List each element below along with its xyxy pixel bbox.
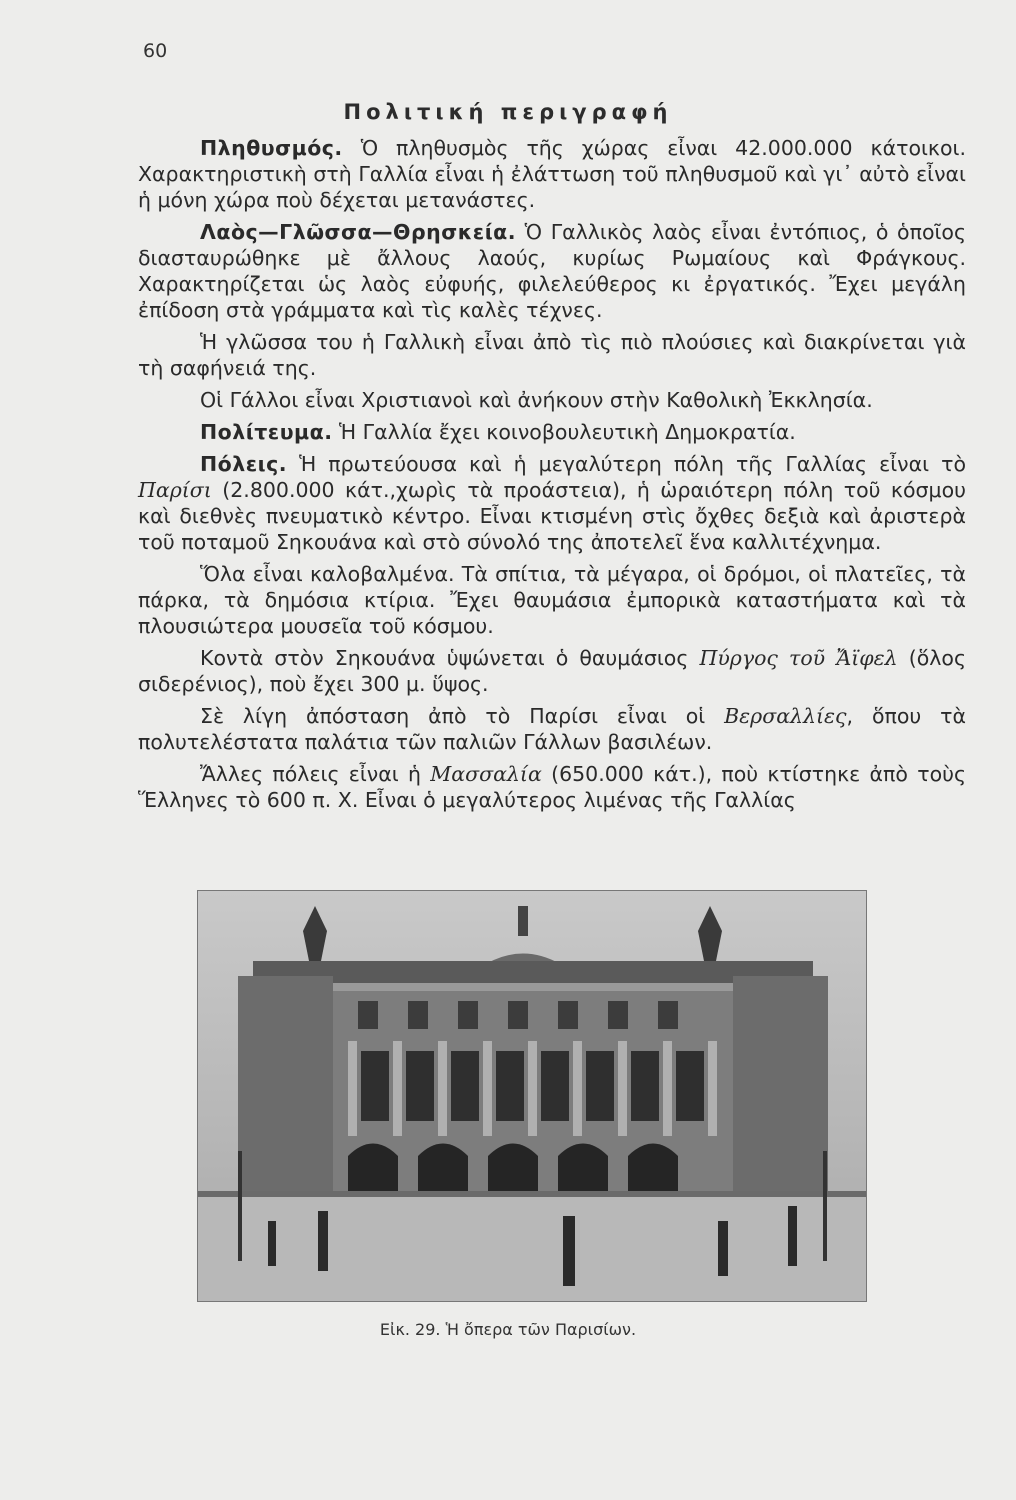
paragraph-text: (ὅλος σιδερένιος), ποὺ ἔχει 300 μ. ὕψος.: [138, 646, 966, 696]
paragraph-heading: Πληθυσμός.: [200, 136, 343, 160]
paragraph-people-language-religion: [138, 219, 966, 323]
paragraph-italic: Πύργος τοῦ Ἄϊφελ: [699, 646, 898, 670]
paragraph-italic: Βερσαλλίες: [724, 704, 847, 728]
paragraph-eiffel: [138, 645, 966, 697]
opera-photo: [197, 890, 867, 1302]
paragraph-text: Ἡ Γαλλία ἔχει κοινοβουλευτικὴ Δημοκρατία.: [332, 420, 796, 444]
paragraph-language: [138, 329, 966, 381]
paragraph-text: Οἱ Γάλλοι εἶναι Χριστιανοὶ καὶ ἀνήκουν στὴν Καθολικὴ Ἐκκλησία.: [200, 388, 873, 412]
paragraph-text: (650.000 κάτ.), ποὺ κτίστηκε ἀπὸ τοὺς Ἕλληνες τὸ 600 π. Χ. Εἶναι ὁ μεγαλύτερος λιμένας τῆς Γαλλίας: [138, 762, 966, 812]
paragraph-versailles: [138, 703, 966, 755]
opera-building-illustration: [198, 891, 866, 1301]
body-text: [138, 135, 966, 819]
paragraph-text: Ὁ πληθυσμὸς τῆς χώρας εἶναι 42.000.000 κάτοικοι. Χαρακτηριστικὴ στὴ Γαλλία εἶναι ἡ ἐλάττωση τοῦ πληθυσμοῦ καὶ γι᾽ αὐτὸ εἶναι ἡ μόνη χώρα ποὺ δέχεται μετανάστες.: [138, 136, 966, 212]
paragraph-heading: Πόλεις.: [200, 452, 288, 476]
paragraph-text: Ἄλλες πόλεις εἶναι ἡ: [200, 762, 431, 786]
section-title: Πολιτική περιγραφή: [343, 100, 673, 124]
paragraph-text: Ἡ πρωτεύουσα καὶ ἡ μεγαλύτερη πόλη τῆς Γαλλίας εἶναι τὸ: [287, 452, 966, 476]
paragraph-text: Ὅλα εἶναι καλοβαλμένα. Τὰ σπίτια, τὰ μέγαρα, οἱ δρόμοι, οἱ πλατεῖες, τὰ πάρκα, τὰ δημόσια κτίρια. Ἔχει θαυμάσια ἐμπορικὰ καταστήματα καὶ τὰ πλουσιώτερα μουσεῖα τοῦ κόσμου.: [138, 562, 966, 638]
paragraph-marseille: [138, 761, 966, 813]
figure-caption: Εἰκ. 29. Ἡ ὄπερα τῶν Παρισίων.: [379, 1320, 637, 1339]
paragraph-text: Κοντὰ στὸν Σηκουάνα ὑψώνεται ὁ θαυμάσιος: [200, 646, 700, 670]
paragraph-polity: [138, 419, 966, 445]
paragraph-cities: [138, 451, 966, 555]
paragraph-heading: Λαὸς—Γλῶσσα—Θρησκεία.: [200, 220, 517, 244]
paragraph-religion: [138, 387, 966, 413]
paragraph-heading: Πολίτευμα.: [200, 420, 333, 444]
paragraph-text: Ὁ Γαλλικὸς λαὸς εἶναι ἐντόπιος, ὁ ὁποῖος διασταυρώθηκε μὲ ἄλλους λαούς, κυρίως Ρωμαίους καὶ Φράγκους. Χαρακτηρίζεται ὡς λαὸς εὐφυής, φιλελεύθερος κι ἐργατικός. Ἔχει μεγάλη ἐπίδοση στὰ γράμματα καὶ τὶς καλὲς τέχνες.: [138, 220, 966, 322]
paragraph-italic: Παρίσι: [138, 478, 212, 502]
paragraph-text: Σὲ λίγη ἀπόσταση ἀπὸ τὸ Παρίσι εἶναι οἱ: [200, 704, 725, 728]
paragraph-text: Ἡ γλῶσσα του ἡ Γαλλικὴ εἶναι ἀπὸ τὶς πιὸ πλούσιες καὶ διακρίνεται γιὰ τὴ σαφήνειά της.: [138, 330, 966, 380]
page-number: 60: [143, 40, 168, 62]
paragraph-paris-details: [138, 561, 966, 639]
paragraph-population: [138, 135, 966, 213]
paragraph-text: , ὅπου τὰ πολυτελέστατα παλάτια τῶν παλιῶν Γάλλων βασιλέων.: [138, 704, 966, 754]
paragraph-text: (2.800.000 κάτ.,χωρὶς τὰ προάστεια), ἡ ὡραιότερη πόλη τοῦ κόσμου καὶ διεθνὲς πνευματικὸ κέντρο. Εἶναι κτισμένη στὶς ὄχθες δεξιὰ καὶ ἀριστερὰ τοῦ ποταμοῦ Σηκουάνα καὶ στὸ σύνολό της ἀποτελεῖ ἕνα καλλιτέχνημα.: [138, 478, 966, 554]
paragraph-italic: Μασσαλία: [430, 762, 542, 786]
